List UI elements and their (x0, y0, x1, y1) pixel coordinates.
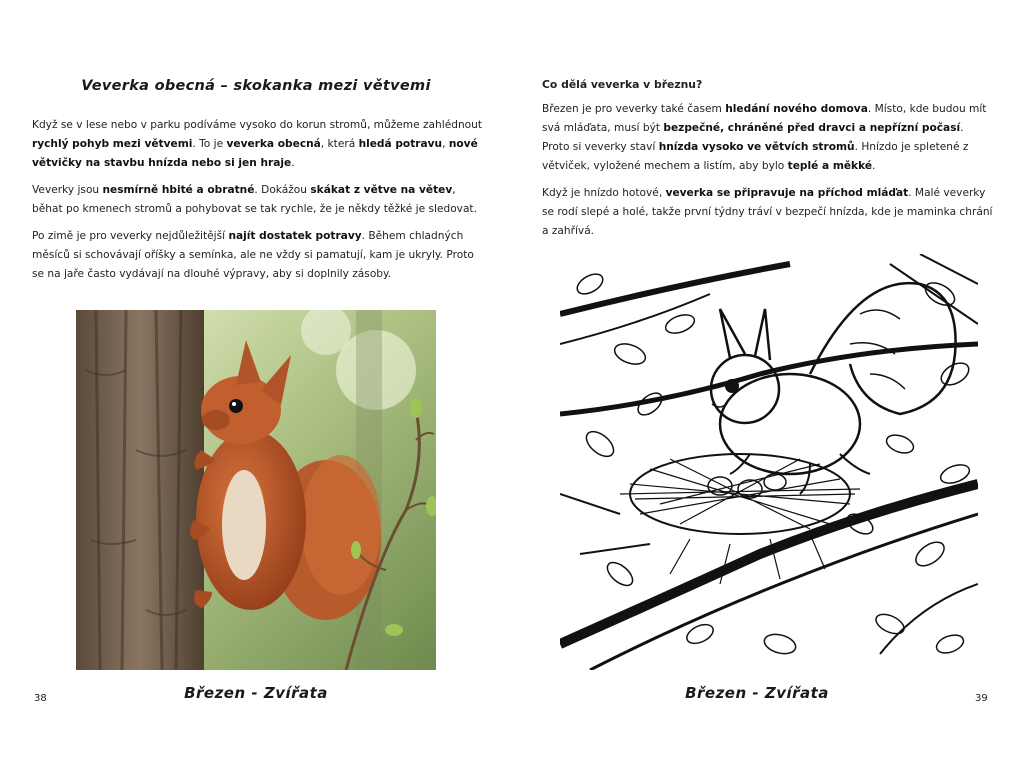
bold-text: najít dostatek potravy (228, 230, 362, 242)
text-run: . Hnízdo je spletené z větviček, vyložené mechem a listím, aby bylo (542, 141, 969, 172)
text-run: , běhat po kmenech stromů a pohybovat se tak rychle, že je někdy těžké je sledovat. (32, 184, 477, 215)
page-number: 39 (975, 693, 988, 704)
paragraph (32, 227, 484, 284)
bold-text: hledání nového domova (725, 103, 868, 115)
bold-text: rychlý pohyb mezi větvemi (32, 138, 193, 150)
bold-text: teplé a měkké (787, 160, 873, 172)
page-footer-title: Březen - Zvířata (184, 684, 328, 702)
squirrel-photo (76, 310, 436, 670)
text-run: . Dokážou (254, 184, 311, 196)
text-run: . (291, 157, 295, 169)
text-run: Březen je pro veverky také časem (542, 103, 726, 115)
bold-text: hnízda vysoko ve větvích stromů (658, 141, 855, 153)
right-text-block (542, 75, 994, 249)
paragraph (32, 181, 484, 219)
text-run: . Během chladných měsíců si schovávají oříšky a semínka, ale ne vždy si pamatují, kam je ukryly. Proto se na jaře často vydávají na dlouhé výpravy, aby si doplnily zásoby. (32, 230, 474, 280)
paragraph (32, 116, 484, 173)
paragraph (542, 184, 994, 241)
bold-text: veverka se připravuje na příchod mláďat (665, 187, 909, 199)
paragraph (542, 100, 994, 176)
text-run: Veverky jsou (32, 184, 103, 196)
text-run: , (442, 138, 449, 150)
page-number: 38 (34, 693, 47, 704)
right-paragraphs (542, 100, 994, 241)
squirrel-nest-line-art (560, 254, 978, 670)
text-run: . Malé veverky se rodí slepé a holé, takže první týdny tráví v bezpečí hnízda, kde je maminka chrání a zahřívá. (542, 187, 993, 237)
bold-text: veverka obecná (226, 138, 321, 150)
text-run: . Proto si veverky staví (542, 122, 964, 153)
bold-text: nesmírně hbité a obratné (102, 184, 255, 196)
text-run: . Místo, kde budou mít svá mláďata, musí být (542, 103, 987, 134)
text-run: Když je hnízdo hotové, (542, 187, 666, 199)
section-subheading: Co dělá veverka v březnu? (542, 78, 703, 91)
text-run: Když se v lese nebo v parku podíváme vysoko do korun stromů, můžeme zahlédnout (32, 119, 483, 131)
text-run: . (872, 160, 876, 172)
bold-text: nové větvičky na stavbu hnízda nebo si jen hraje (32, 138, 478, 169)
squirrel-photo-illustration (76, 310, 436, 670)
bold-text: bezpečné, chráněné před dravci a nepřízní počasí (663, 122, 961, 134)
bold-text: hledá potravu (358, 138, 443, 150)
left-text-block (32, 116, 484, 292)
bold-text: skákat z větve na větev (310, 184, 453, 196)
text-run: , která (320, 138, 359, 150)
page-title: Veverka obecná – skokanka mezi větvemi (81, 78, 431, 94)
right-page (512, 0, 1024, 768)
page-footer-title: Březen - Zvířata (685, 684, 829, 702)
text-run: Po zimě je pro veverky nejdůležitější (32, 230, 229, 242)
coloring-page-illustration (560, 254, 978, 670)
text-run: . To je (192, 138, 227, 150)
